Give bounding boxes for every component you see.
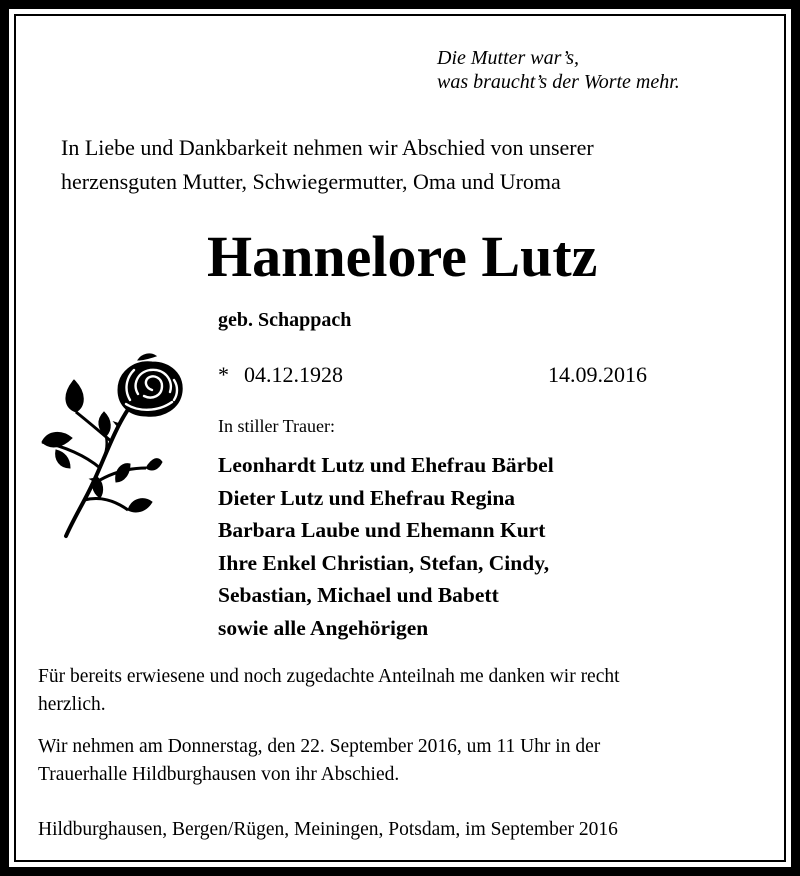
ceremony-paragraph: [38, 733, 600, 789]
thanks-line-1: Für bereits erwiesene und noch zugedachte Anteilnah me danken wir recht: [38, 666, 620, 687]
mourner-line: Dieter Lutz und Ehefrau Regina: [218, 485, 516, 510]
mourner-line: sowie alle Angehörigen: [218, 615, 429, 640]
birth-date: 04.12.1928: [244, 362, 343, 387]
rose-icon: [34, 350, 186, 540]
intro-line-1: In Liebe und Dankbarkeit nehmen wir Abschied von unserer: [61, 135, 594, 160]
death-date: 14.09.2016: [548, 362, 647, 387]
mourner-line: Ihre Enkel Christian, Stefan, Cindy,: [218, 550, 550, 575]
intro-text: [61, 131, 594, 199]
intro-line-2: herzensguten Mutter, Schwiegermutter, Oma und Uroma: [61, 169, 561, 194]
places-and-date: Hildburghausen, Bergen/Rügen, Meiningen, Potsdam, im September 2016: [38, 819, 618, 840]
mourner-line: Leonhardt Lutz und Ehefrau Bärbel: [218, 453, 554, 477]
ceremony-line-2: Trauerhalle Hildburghausen von ihr Abschied.: [38, 764, 400, 785]
birth-symbol: *: [218, 362, 229, 387]
mourning-label: In stiller Trauer:: [218, 416, 335, 436]
deceased-name: Hannelore Lutz: [207, 224, 598, 289]
mourner-line: Barbara Laube und Ehemann Kurt: [218, 518, 546, 542]
mourners-list: [218, 449, 554, 644]
motto-line-2: was braucht’s der Worte mehr.: [437, 71, 680, 93]
ceremony-line-1: Wir nehmen am Donnerstag, den 22. September 2016, um 11 Uhr in der: [38, 736, 601, 757]
mourner-line: Sebastian, Michael und Babett: [218, 583, 499, 607]
thanks-line-2: herzlich.: [38, 694, 106, 715]
motto: [437, 46, 680, 94]
birth-name: geb. Schappach: [218, 309, 352, 331]
thanks-paragraph: [38, 663, 620, 719]
motto-line-1: Die Mutter war’s,: [437, 47, 580, 69]
birth-date-line: [218, 361, 343, 389]
